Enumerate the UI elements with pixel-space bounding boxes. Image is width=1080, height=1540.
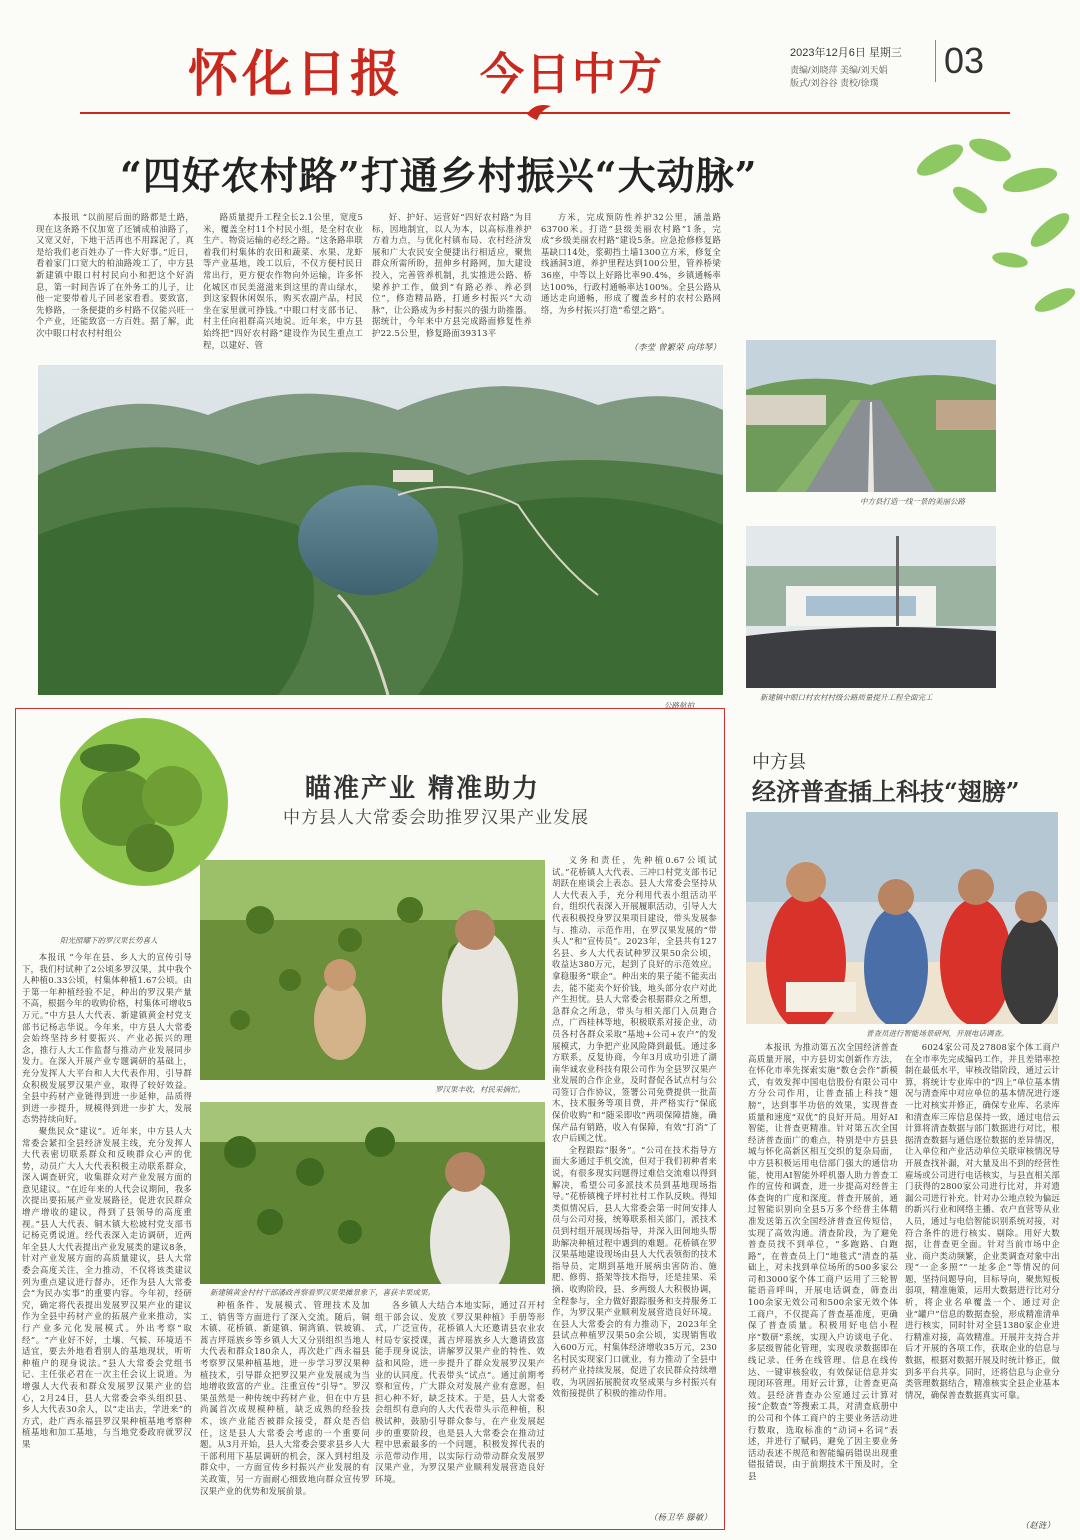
village-road-photo bbox=[746, 526, 996, 688]
article2-col3-text: 各乡镇人大结合本地实际，通过召开村组干部会议、发放《罗汉果种植》手册等形式，广泛宣传，花桥镇人大还邀请县农业农村局专家授课，蒿吉坪瑶族乡人大邀请致富能手现身说法，讲解罗汉果产业的特性、效益和风险，进一步提升了群众发展罗汉果产业的认同度。代表带头“试点”。通过前期考察和宣传，广大群众对发展产业有意愿，但担心种不好，缺乏技术。于是，县人大常委会组织有意向的人大代表带头示范种植，积极试种，鼓励引导群众参与，在产业发展起步的重要阶段，也是县人大常委会在推动过程中思索最多的一个问题，积极发挥代表的示范带动作用，以实际行动带动群众发展罗汉果产业，为罗汉果产业顺利发展营造良好环境。 bbox=[375, 1300, 545, 1484]
article3-column-1 bbox=[748, 1042, 898, 1532]
article1-col1-text: 本报讯 “以前屋后面的路都是土路，现在这条路不仅加宽了还铺成柏油路了，又宽又好，下地干活再也不用踩泥了，真是给我们老百姓办了一件大好事。”近日，看着家门口宽大的柏油路竣工了，中方县新建镇中眼口村村民向小和把这个好消息，第一时间告诉了在外务工的儿子，让他一定要带着儿子回老家看看。要致富，先修路，一条便捷的乡村路不仅能兴旺一个产业，还能致富一方百姓。据了解，此次中眼口村农村村组公 bbox=[36, 212, 194, 338]
harvest-photo-1-caption: 罗汉果丰收，村民采摘忙。 bbox=[435, 1085, 525, 1094]
harvest-photo-1 bbox=[200, 860, 545, 1080]
staff-line-1: 责编/刘晓萍 美编/刘天娟 bbox=[790, 65, 888, 75]
page-number: 03 bbox=[935, 40, 984, 82]
article3-region: 中方县 bbox=[752, 752, 806, 773]
article2-col4b-text: 全程跟踪“服务”。“公司在技术指导方面大多通过手机交流，但对于我们初种者来说，有很多现实问题得过难信交流难以得到解决，希望公司多派技术员到基地现场指导。”花桥镇槐子坪村社村工作队反映。得知类似情况后，县人大常委会第一时间安排人员与公司对接，统筹联系相关部门，派技术员到村组开展现场指导，并深入田间地头帮助解决种植过程中遇到的难题。花桥镇在罗汉果基地建设现场由县人大代表领衔的技术指导员，定期到基地开展病虫害防治、施肥、修剪、搭架等技术指导，还是挂果、采摘、收购阶段，县、乡两级人大积极协调，全程参与，全力做好跟踪服务和支持服务工作，为罗汉果产业顺利发展营造良好环境。在县人大常委会的有力推动下，2023年全县试点种植罗汉果50余公顷，实现销售收入600万元，村集体经济增收35万元，230名村民实现家门口就业，有力推动了全县中药材产业持续发展，促进了农民群众持续增收，为巩固拓展脱贫攻坚成果与乡村振兴有效衔接提供了积极的推动作用。 bbox=[552, 1144, 717, 1399]
article2-column-3 bbox=[375, 1300, 545, 1522]
article3-col2-text: 6024家公司及27808家个体工商户在全市率先完成编码工作，并且差错率控制在最低水平，审核改错阶段，通过云计算，将统计专业库中的“四上”单位基本情况与清查库中对应单位的基本情况进行逐一比对核实并修正，确保专业库、名录库和清查库三库信息保持一致，通过电信云计算将清查数据与部门数据进行对比，根据清查数据与通信逐位数据的差异情况，让入单位和产业活动单位关联审核情况导开展查找补漏，对大量及出不到的经营性雇场或公司进行电话核实，与县直相关部门获得的2800家公司进行比对，并对遗漏公司进行补充。针对办公地点较为偏远的新兴行业和网络主播、农户直营等从业人员，通过与电信智能识别系统对接，对符合条件的进行核实、剔除。用好大数据，让普查更全面。针对当前市场中企业、商户类动频繁，企业类调查对象中出现“一企多照”“一址多企”等情况的问题，坚持问题导向，目标导向，聚焦短板弱项，精准施策，运用大数据进行比对分析，将企业名单覆盖一个、通过对企业“罐户”信息的数据查验，形成精准清单进行核实，同时针对全县1380家企业进行精准对接，高效精准。开展并支持合并后才开展的各项工作，获取企业的信息与数据，根据对数据开展及时统计修正，做到多平台共享。同时，还将信息与企业分类管理数据结合，精准核实全县企业基本情况，确保普查数据真实可靠。 bbox=[905, 1042, 1060, 1400]
article2-col1-text: 本报讯 “今年在县、乡人大的宣传引导下，我们村试种了2公顷多罗汉果，其中我个人种植0.33公顷，村集体种植1.67公顷。由于第一年种植经验不足，种出的罗汉果产量不高，根据今年的收购价格，村集体可增收5万元。”中方县人大代表、新建镇黄金村党支部书记杨志华说。今年来，中方县人大常委会始终坚持乡村要振兴、产业必振兴的理念，推行人大工作监督与推动产业发展同步发力。在深入开展产业专题调研的基础上，充分发挥人大平台和人大代表作用，引导群众积极发展罗汉果产业，取得了较好效益。全县中药材产业链得到进一步延伸，品质得到进一步提升，规模得到进一步扩大，发展态势持续向好。 bbox=[22, 952, 192, 1125]
article1-byline: （李莹 曾繁荣 向玮琴） bbox=[629, 342, 721, 352]
harvest-photo-2-caption: 新建镇黄金村村干部潘政善察看罗汉果果摊景象下，喜获丰果成果。 bbox=[210, 1288, 435, 1297]
masthead-title: 怀化日报 bbox=[188, 44, 404, 103]
leaf-decoration-icon bbox=[880, 120, 1080, 340]
road-photo-caption: 中方县打造一线一景的美丽公路 bbox=[860, 497, 965, 506]
aerial-photo bbox=[38, 365, 723, 695]
article2-column-4 bbox=[552, 855, 717, 1510]
article1-column-1 bbox=[36, 212, 194, 364]
article1-column-2 bbox=[203, 212, 363, 364]
article1-col4-text: 方米，完成预防性养护32公里，涵盖路63700米。打造“县级美丽农村路”1条，完成“乡级美丽农村路”建设5条。应急抢修修复路基缺口14处，浆砌挡土墙1300立方米，修复全线涵洞3道，养护里程达到100公里，管养桥梁36座，中等以上好路比率90.4%，乡镇通畅率达100%，行政村通畅率达100%。全县公路从通达走向通畅，形成了覆盖乡村的农村公路网络，为乡村振兴打造“希望之路”。 bbox=[541, 212, 721, 315]
article2-col4-text: 义务和责任，先种植0.67公顷试试。”花桥镇人大代表、三冲口村党支部书记胡跃在座谈会上表态。县人大常委会坚持从人大代表入手，充分利用代表小组活动平台，组织代表深入开展履职活动，引导人大代表积极投身罗汉果项目建设，带头发展参与、推动、示范作用，在罗汉果发展的“带头人”和“宣传员”。2023年，全县共有127名县、乡人大代表试种罗汉果50余公顷，收益达380万元，起到了良好的示范效应。拿稳服务“联企”。种出来的果子能不能卖出去，能不能卖个好价钱，地头部分农户对此产生担忧。县人大常委会根据群众之所想，急群众之所急，带头与相关部门入员跑合点，广西桂林等地，积极联系对接企业，动员各村各群众采取“基地+公司+农户”的发展模式，力争把产业风险降到最低。通过多方联系，反复协商，今年3月成功引进了湖南华诚农业科技有限公司作为全县罗汉果产业发展的合作企业，及时督促各试点村与公司签订合作协议，签署公司免费提供一批苗木，技术服务等项目费，并严格实行“保底保价收购”和“随采即收”两项保障措施，确保产品有销路，收入有保障，有效“打消”了农户后顾之忧。 bbox=[552, 855, 717, 1144]
masthead-section: 今日中方 bbox=[480, 49, 664, 100]
article1-column-3 bbox=[372, 212, 532, 364]
article2-col1b-text: 聚焦民众“建议”。近年来，中方县人大常委会紧扣全县经济发展主线，充分发挥人大代表密切联系群众和反映群众心声的优势，动员广大人大代表积极主动联系群众，深入调查研究，收集群众对产业发展方面的意见建议。“在近年来的人代会议期间，我多次提出要拓展产业发展路径，促进农民群众增产增收的建议，得到了县领导的高度重视。”县人大代表、铜木镇大松坡村党支部书记杨克勇说道。经代表深入走访调研，近两年全县人大代表提出产业发展类的建议8条，针对产业发展方面的高质量建议，县人大常委会高度关注，全力推动，不仅将该类建议列为重点建议进行督办，还作为县人大常委会“为民办实事”的重要内容。今年初，经研究，确定将代表提出发展罗汉果产业的建议作为全县中药材产业的拓展产业来推动，实行产业多元化发展模式。外出考察“取经”。“产业好不好，土壤、气候、环境适不适宜，要去外地看看别人的基地现状，听听种植户的现身说法。”县人大常委会党组书记、主任张必君在一次主任会议上说道。为增强人大代表和群众发展罗汉果产业的信心，2月24日，县人大常委会牵头组织县、乡人大代表30余人，以“走出去，学进来”的方式，赴广西永福县罗汉果种植基地考察种植基地和加工基地，与当地党委政府就罗汉果 bbox=[22, 1125, 192, 1449]
aerial-photo-caption: 公路航拍 bbox=[664, 701, 694, 710]
harvest-photo-2 bbox=[200, 1102, 545, 1284]
article2-headline: 瞄准产业 精准助力 bbox=[305, 774, 541, 804]
article2-column-1 bbox=[22, 952, 192, 1512]
article2-column-2 bbox=[200, 1300, 370, 1522]
article3-headline: 经济普查插上科技“翅膀” bbox=[752, 777, 1020, 806]
article3-byline: （赵涟） bbox=[1020, 1520, 1055, 1530]
monk-fruit-photo-caption: 阳光照耀下的罗汉果长势喜人 bbox=[60, 936, 158, 945]
road-photo bbox=[746, 340, 996, 492]
article2-col2-text: 种植条件、发展模式、管理技术及加工、销售等方面进行了深入交流。随后，铜木镇、花桥镇、新建镇、铜湾镇、铁坡镇、蒿吉坪瑶族乡等乡镇人大又分别组织当地人大代表和群众180余人，再次赴广西永福县考察罗汉果种植基地，进一步学习罗汉果种植技术，引导群众把罗汉果产业发展成为当地增收致富的产业。注重宣传“引导”。罗汉果虽然是一种传统中药材产业，但在中方县尚属首次成规模种植，缺乏成熟的经验技术，该产业能否被群众接受，群众是否信任，这是县人大常委会考虑的一个重要问题。从3月开始，县人大常委会要求县乡人大干部利用下基层调研的机会，深入到村组及群众中，一方面宣传乡村振兴产业发展的有关政策，另一方面耐心细致地向群众宣传罗汉果产业的优势和发展前景。 bbox=[200, 1300, 370, 1496]
article3-col1-text: 本报讯 为推动第五次全国经济普查高质量开展，中方县切实创新作方法，在怀化市率先探索实施“数仓会作”新模式，有效发挥中国电信股份有限公司中方分公司作用，让普查插上科技“翅膀”，达到事半功倍的效果，实现普查质量和速度“双优”的良好开局。用好AI智能，让普查更精准。针对第五次全国经济普查面广的难点，特别是中方县县城与怀化高新区相互交织的复杂局面，中方县积极运用电信部门强大的通信功能，使用AI智能外呼机器人助力普查工作的宣传和调查，进一步提高对经普主体查询的广度和深度。普查开展前，通过智能识别向全县5万多个经普主体精准发送第五次全国经济普查宣传短信，实现了高效沟通。清查阶段，为了避免普查员找不到单位，“多跑路、白跑路”，在普查员上门“地毯式”清查的基础上，对未找到单位场所的500多家公司和3000家个体工商户运用了三轮智能语音呼叫，开展电话调查，筛查出100余家无效公司和500余家无效个体工商户，不仅提高了普查基准度，更确保了普查质量。积极用好电信小程序“数研”系统，实现入户访谈电子化、多层级智能化管理，实现收录数据即在线记录、任务在线管理、信息在线传达、一键审核验收，有效保证信息并实现闭环管理。用好云计算，让普查更高效。县经济普查办公室通过云计算对接“企数查”等搜索工具，对清查底册中的公司和个体工商户的主要业务活动进行数取，选取标准的“动词+名词”表述，并进行了赋码，避免了因主要业务活动表述不规范和智能编码错误出现重错报错误，由于前期技术干预及时，全县 bbox=[748, 1042, 898, 1481]
issue-date: 2023年12月6日 星期三 bbox=[790, 47, 902, 59]
masthead-emblem-icon bbox=[525, 100, 555, 122]
article2-subheadline: 中方县人大常委会助推罗汉果产业发展 bbox=[283, 808, 589, 828]
village-road-photo-caption: 新建镇中眼口村农村村级公路质量提升工程全面完工 bbox=[760, 693, 933, 702]
staff-credits bbox=[790, 64, 888, 90]
article1-col2-text: 路质量提升工程全长2.1公里，宽度5米，覆盖全村11个村民小组，是全村农业生产、物资运输的必经之路。“这条路串联着我们村集体的农田和蔬菜、水果、龙虾等产业基地，竣工以后，不仅方便村民日常出行，更方便农作物向外运输，许多怀化城区市民美滋滋来到这里的青山绿水，到这家假休闲娱乐，购买农副产品，村民坐在家里就可挣钱。”中眼口村支部书记、村主任向祖群高兴地说。近年来，中方县始终把“四好农村路”建设作为民生重点工程，以建好、管 bbox=[203, 212, 363, 350]
staff-line-2: 版式/刘谷谷 责校/徐璞 bbox=[790, 78, 879, 88]
census-photo-caption: 普查员进行智能场景研判，开展电话调查。 bbox=[866, 1029, 1009, 1038]
census-photo bbox=[746, 812, 1058, 1024]
article3-column-2 bbox=[905, 1042, 1060, 1520]
article2-byline: （杨卫华 滕敏） bbox=[649, 1512, 712, 1522]
article1-column-4 bbox=[541, 212, 721, 340]
article1-col3-text: 好、护好、运营好“四好农村路”为目标，因地制宜，以人为本，以高标准养护方着力点，与优化村镇布局、农村经济发展和广大农民安全便捷出行相适应，聚焦群众所需所盼，扭伸乡村路网，加大建设投入，完善管养机制，扎实推进公路、桥梁养护工作，做到“有路必养、养必到位”，修造精品路，打通乡村振兴“大动脉”，让公路成为乡村振兴的强力助推器。据统计，今年来中方县完成路面修复性养护22.5公里，修复路面39313平 bbox=[372, 212, 532, 338]
article1-headline: “四好农村路”打通乡村振兴“大动脉” bbox=[120, 153, 758, 198]
